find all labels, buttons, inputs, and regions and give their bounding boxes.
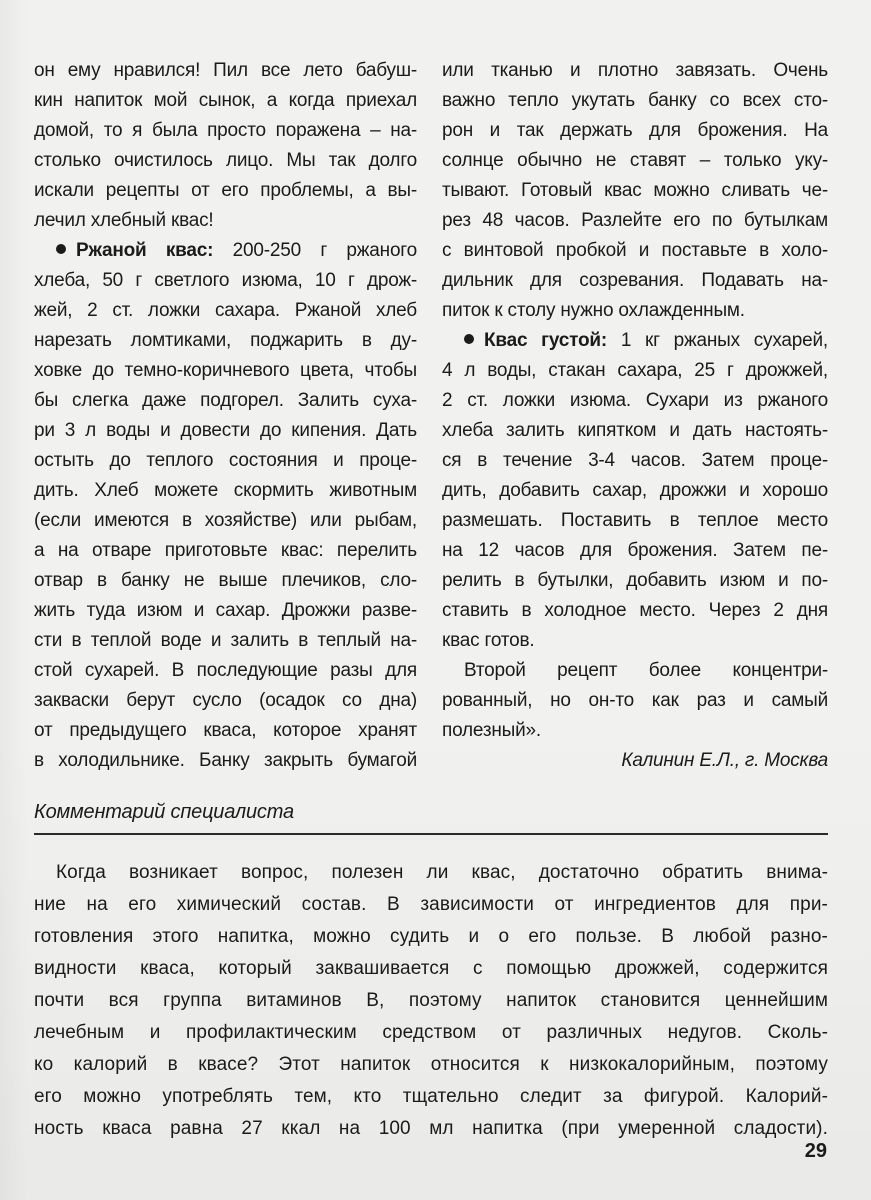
text-line: он ему нравился! Пил все лето бабуш-: [34, 60, 417, 81]
text-line: ховке до темно-коричневого цвета, чтобы: [34, 360, 417, 381]
text-line: в холодильнике. Банку закрыть бумагой: [34, 750, 417, 771]
text-line: с винтовой пробкой и поставьте в холо-: [442, 240, 828, 261]
text-line: лечебным и профилактическим средством от различных недугов. Сколь-: [34, 1022, 828, 1043]
text-line: искали рецепты от его проблемы, а вы-: [34, 180, 417, 201]
text-line: его можно употреблять тем, кто тщательно следит за фигурой. Калорий-: [34, 1086, 828, 1107]
section-divider: [34, 833, 828, 835]
text-line: ся в течение 3-4 часов. Затем проце-: [442, 450, 828, 471]
page-number: 29: [804, 1140, 827, 1162]
text-line: видности кваса, который заквашивается с помощью дрожжей, содержится: [34, 958, 828, 979]
text-line: дильник для созревания. Подавать на-: [442, 270, 828, 291]
bullet-icon: [464, 334, 474, 344]
text-line: важно тепло укутать банку со всех сто-: [442, 90, 828, 111]
text-line: почти вся группа витаминов В, поэтому напиток становится ценнейшим: [34, 990, 828, 1011]
text-line: хлеба, 50 г светлого изюма, 10 г дрож-: [34, 270, 417, 291]
text-line: жей, 2 ст. ложки сахара. Ржаной хлеб: [34, 300, 417, 321]
recipe-heading-line: [442, 326, 828, 356]
text-line: квас готов.: [442, 630, 535, 651]
recipe-heading-line: [34, 236, 417, 266]
text-line: рованный, но он-то как раз и самый: [442, 690, 828, 711]
text-line: питок к столу нужно охлажденным.: [442, 300, 745, 321]
text-line: жить туда изюм и сахар. Дрожжи разве-: [34, 600, 417, 621]
text-line: ставить в холодное место. Через 2 дня: [442, 600, 828, 621]
left-column: [34, 56, 417, 776]
text-line: или тканью и плотно завязать. Очень: [442, 60, 828, 81]
text-line: ко калорий в квасе? Этот напиток относится к низкокалорийным, поэтому: [34, 1054, 828, 1075]
text-line: ние на его химический состав. В зависимости от ингредиентов для при-: [34, 894, 828, 915]
text-line: релить в бутылки, добавить изюм и по-: [442, 570, 828, 591]
text-fragment: 1 кг ржаных сухарей,: [607, 330, 829, 351]
text-line: ри 3 л воды и довести до кипения. Дать: [34, 420, 417, 441]
text-line: 2 ст. ложки изюма. Сухари из ржаного: [442, 390, 828, 411]
text-line: на 12 часов для брожения. Затем пе-: [442, 540, 828, 561]
text-line: хлеба залить кипятком и дать настоять-: [442, 420, 828, 441]
section-title: Комментарий специалиста: [34, 801, 294, 823]
text-line: нарезать ломтиками, поджарить в ду-: [34, 330, 417, 351]
bullet-icon: [56, 244, 66, 254]
text-line: отвар в банку не выше плечиков, сло-: [34, 570, 417, 591]
text-line: ность кваса равна 27 ккал на 100 мл напитка (при умеренной сладости).: [34, 1118, 828, 1139]
text-line: домой, то я была просто поражена – на-: [34, 120, 417, 141]
text-line: остыть до теплого состояния и проце-: [34, 450, 417, 471]
text-line: сти в теплой воде и залить в теплый на-: [34, 630, 417, 651]
text-line: полезный».: [442, 720, 541, 741]
text-line: бы слегка даже подгорел. Залить суха-: [34, 390, 417, 411]
text-line: 4 л воды, стакан сахара, 25 г дрожжей,: [442, 360, 828, 381]
text-line: кин напиток мой сынок, а когда приехал: [34, 90, 417, 111]
expert-comment: [34, 857, 828, 1145]
text-line: Когда возникает вопрос, полезен ли квас, достаточно обратить внима-: [56, 862, 828, 883]
text-line: лечил хлебный квас!: [34, 210, 214, 231]
text-line: (если имеются в хозяйстве) или рыбам,: [34, 510, 417, 531]
text-line: размешать. Поставить в теплое место: [442, 510, 828, 531]
text-line: а на отваре приготовьте квас: перелить: [34, 540, 417, 561]
text-line: дить, добавить сахар, дрожжи и хорошо: [442, 480, 828, 501]
text-line: тывают. Готовый квас можно сливать че-: [442, 180, 828, 201]
text-line: рон и так держать для брожения. На: [442, 120, 828, 141]
text-line: Второй рецепт более концентри-: [464, 660, 828, 681]
recipe-title: Квас густой:: [484, 330, 608, 351]
text-line: готовления этого напитка, можно судить и о его пользе. В любой разно-: [34, 926, 828, 947]
text-line: стой сухарей. В последующие разы для: [34, 660, 417, 681]
text-line: закваски берут сусло (осадок со дна): [34, 690, 417, 711]
text-line: от предыдущего кваса, которое хранят: [34, 720, 417, 741]
text-line: столько очистилось лицо. Мы так долго: [34, 150, 417, 171]
text-line: дить. Хлеб можете скормить животным: [34, 480, 417, 501]
text-fragment: 200-250 г ржаного: [213, 240, 417, 261]
right-column: [442, 56, 828, 776]
text-line: солнце обычно не ставят – только уку-: [442, 150, 828, 171]
recipe-title: Ржаной квас:: [76, 240, 214, 261]
author-signature: Калинин Е.Л., г. Москва: [621, 750, 828, 771]
text-line: рез 48 часов. Разлейте его по бутылкам: [442, 210, 828, 231]
